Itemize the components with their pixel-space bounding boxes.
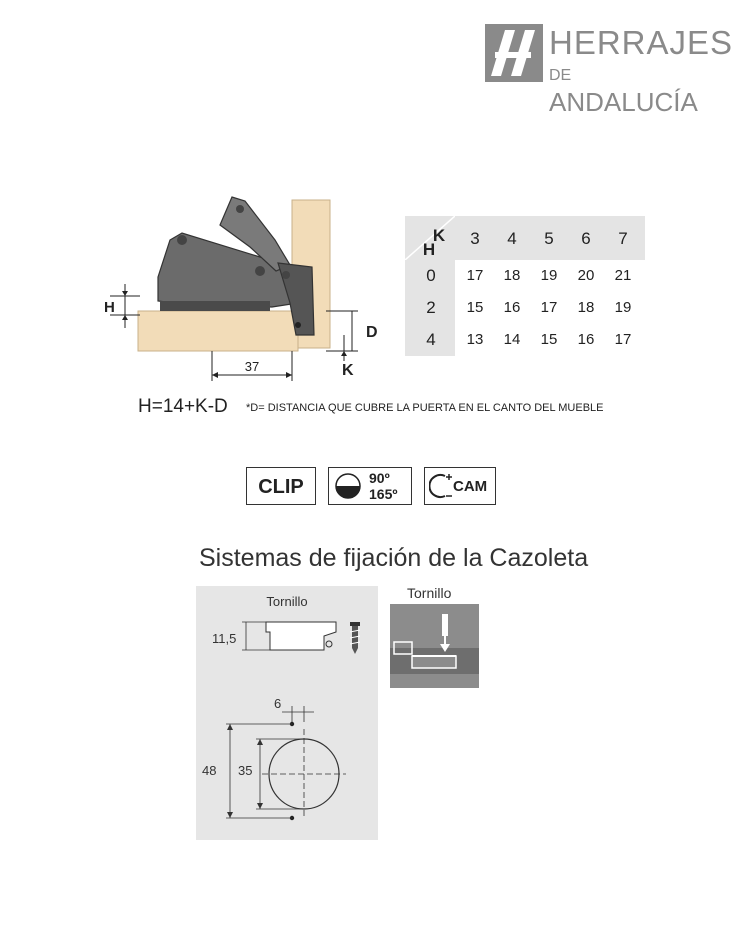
table-corner-k: K [432,226,446,245]
logo-mark-icon [485,24,543,82]
panel-right-label: Tornillo [407,585,452,601]
clip-badge [246,467,316,505]
fixation-panel-screw [196,586,378,840]
opening-angle-icon [334,472,362,500]
table-cell: 15 [466,299,484,316]
cam-badge-label: CAM [453,478,488,495]
table-cell: 17 [466,267,484,284]
table-h-header: 0 [426,266,436,285]
dim-k-label: K [342,362,354,379]
logo-line-2 [549,58,720,115]
fixation-panel-screwdriver [390,604,479,688]
cam-badge [424,467,496,505]
formula-note: *D= DISTANCIA QUE CUBRE LA PUERTA EN EL CANTO DEL MUEBLE [246,402,604,414]
cam-adjust-icon [429,472,455,500]
table-cell: 16 [577,331,595,348]
screw-icon [350,622,360,654]
table-k-header: 6 [581,229,591,248]
table-cell: 15 [540,331,558,348]
table-corner-h: H [422,240,436,259]
formula-text: H=14+K-D [138,396,228,417]
table-cell: 17 [614,331,632,348]
dim-d-label: D [366,324,378,341]
table-cell: 19 [540,267,558,284]
hinge-drawing [100,185,380,385]
table-cell: 19 [614,299,632,316]
logo-line-2-prefix: DE [549,67,572,84]
logo-line-1: HERRAJES [549,24,734,61]
screwdriver-installation-icon [390,604,479,688]
dim-35-label: 35 [238,763,253,778]
table-cell: 18 [577,299,595,316]
dim-48-label: 48 [202,763,217,778]
table-cell: 17 [540,299,558,316]
dim-6-label: 6 [274,696,282,711]
opening-angle-badge [328,467,412,505]
table-h-header: 4 [426,330,436,349]
table-cell: 20 [577,267,595,284]
table-k-header: 4 [507,229,517,248]
kh-table [405,216,645,356]
dim-37-label: 37 [244,359,260,374]
table-cell: 13 [466,331,484,348]
table-k-header: 7 [618,229,628,248]
table-cell: 16 [503,299,521,316]
table-cell: 18 [503,267,521,284]
angle-165-label: 165º [369,486,398,502]
dim-h-label: H [104,299,115,316]
logo-line-2-text: ANDALUCÍA [549,87,698,117]
table-k-header: 5 [544,229,554,248]
table-cell: 21 [614,267,632,284]
clip-badge-label: CLIP [258,476,304,498]
cup-fixation-drawing [196,586,378,840]
table-k-header: 3 [470,229,480,248]
panel-left-label: Tornillo [266,594,308,609]
angle-90-label: 90º [369,470,390,486]
door-panel [138,311,298,351]
dim-11-5-label: 11,5 [212,631,237,646]
table-cell: 14 [503,331,521,348]
table-h-header: 2 [426,298,436,317]
brand-logo [485,24,734,117]
section-title: Sistemas de fijación de la Cazoleta [199,544,589,572]
